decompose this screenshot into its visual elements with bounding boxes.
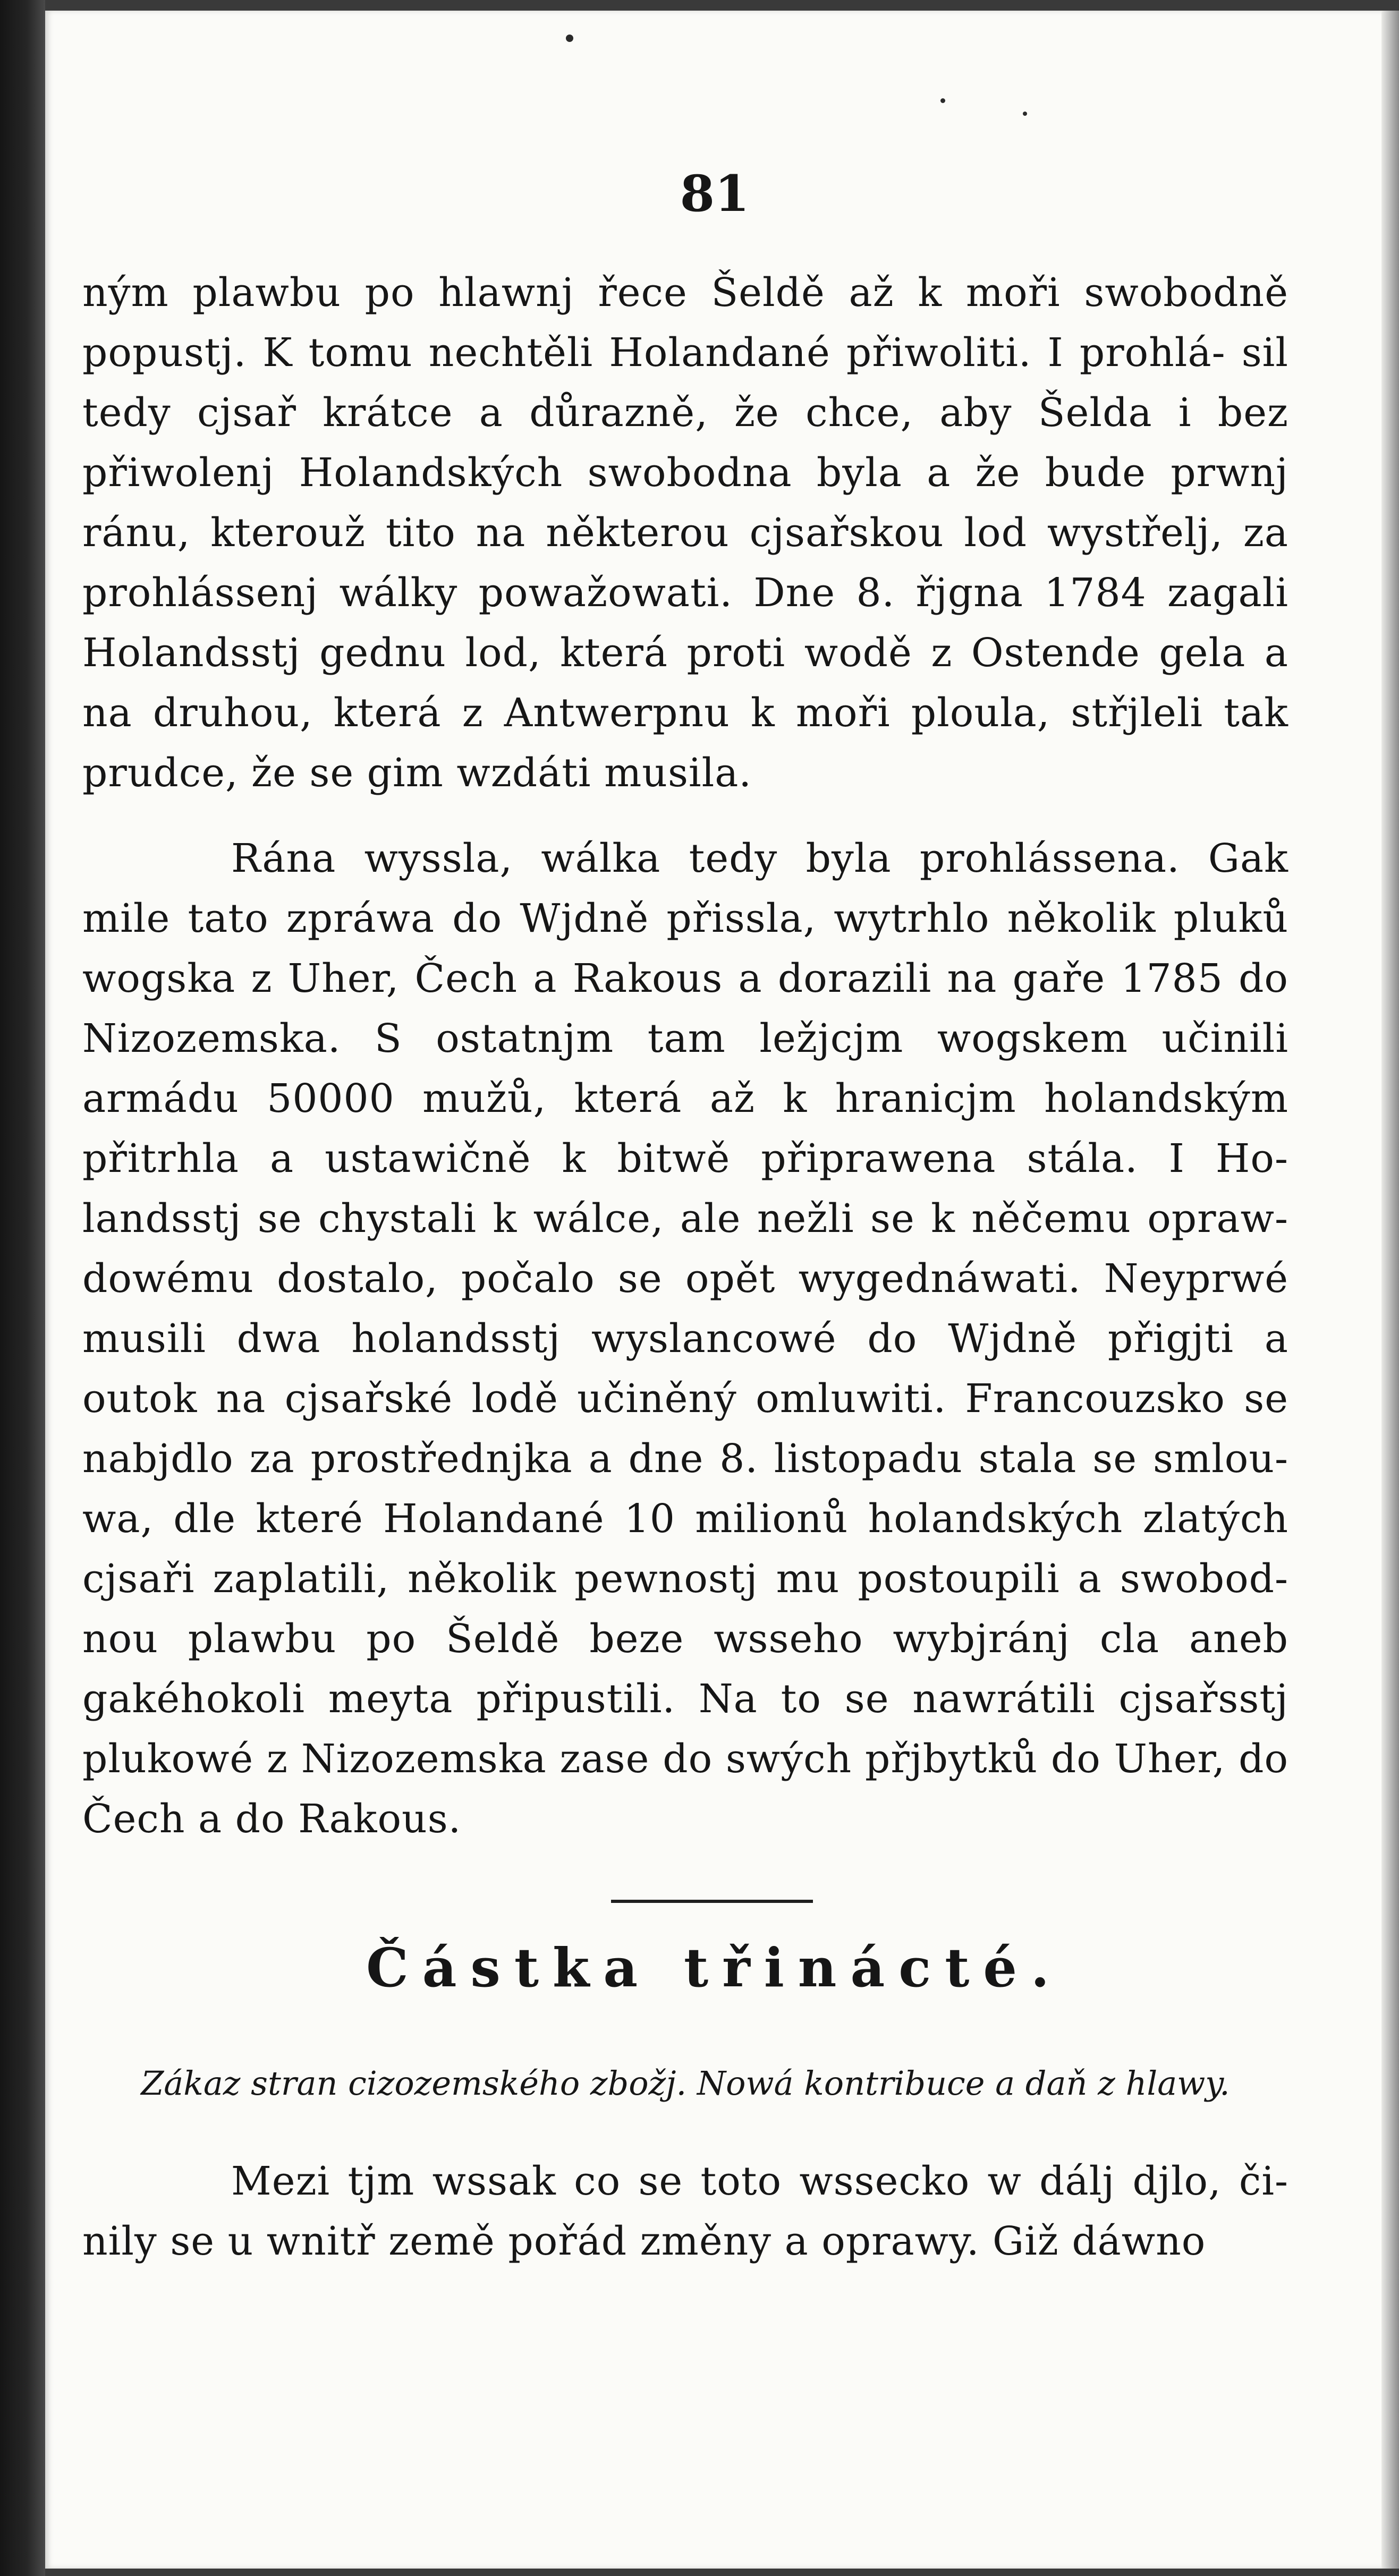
paragraph-3: Mezi tjm wssak co se toto wssecko w dálj djlo, či- nily se u wnitř země pořád změny a oprawy. Giž dáwno: [82, 2158, 1288, 2264]
chapter-summary: Zákaz stran cizozemského zbožj. Nowá kontribuce a daň z hlawy.: [141, 2064, 1230, 2103]
paragraph-1: ným plawbu po hlawnj řece Šeldě až k moři swobodně popustj. K tomu nechtěli Holandané přiwoliti. I prohlá- sil tedy cjsař krátce a důrazně, že chce, aby Šelda i bez přiwolenj Holandských swobodna byla a že bude prwnj ránu, kterouž tito na některou cjsařskou lod wystřelj, za prohlássenj wálky powažowati. Dne 8. řjgna 1784 zagali Holandsstj gednu lod, která proti wodě z Ostende gela a na druhou, která z Antwerpnu k moři ploula, střjleli tak prudce, že se gim wzdáti musila.: [82, 270, 1288, 796]
paragraph-2: Rána wyssla, wálka tedy byla prohlássena. Gak mile tato zpráwa do Wjdně přissla, wytrhlo několik pluků wogska z Uher, Čech a Rakous a dorazili na gaře 1785 do Nizozemska. S ostatnjm tam ležjcjm wogskem učinili armádu 50000 mužů, která až k hranicjm holandským přitrhla a ustawičně k bitwě připrawena stála. I Ho- landsstj se chystali k wálce, ale nežli se k něčemu opraw- dowému dostalo, počalo se opět wygednáwati. Neyprwé musili dwa holandsstj wyslancowé do Wjdně přigjti a outok na cjsařské lodě učiněný omluwiti. Francouzsko se nabjdlo za prostřednjka a dne 8. listopadu stala se smlou- wa, dle které Holandané 10 milionů holandských zlatých cjsaři zaplatili, několik pewnostj mu postoupili a swobod- nou plawbu po Šeldě beze wsseho wybjránj cla aneb gakéhokoli meyta připustili. Na to se nawrátili cjsařsstj plukowé z Nizozemska zase do swých přjbytků do Uher, do Čech a do Rakous.: [82, 836, 1288, 1842]
ink-speck: [1023, 112, 1027, 116]
section-divider: [611, 1900, 813, 1903]
book-spine-shadow: [0, 0, 45, 2576]
page-number: 81: [680, 165, 750, 223]
ink-speck: [566, 35, 573, 42]
chapter-heading: Částka třinácté.: [366, 1936, 1063, 1999]
ink-speck: [940, 98, 945, 103]
page-edge-shadow: [1381, 11, 1399, 2569]
book-page: [45, 11, 1392, 2569]
